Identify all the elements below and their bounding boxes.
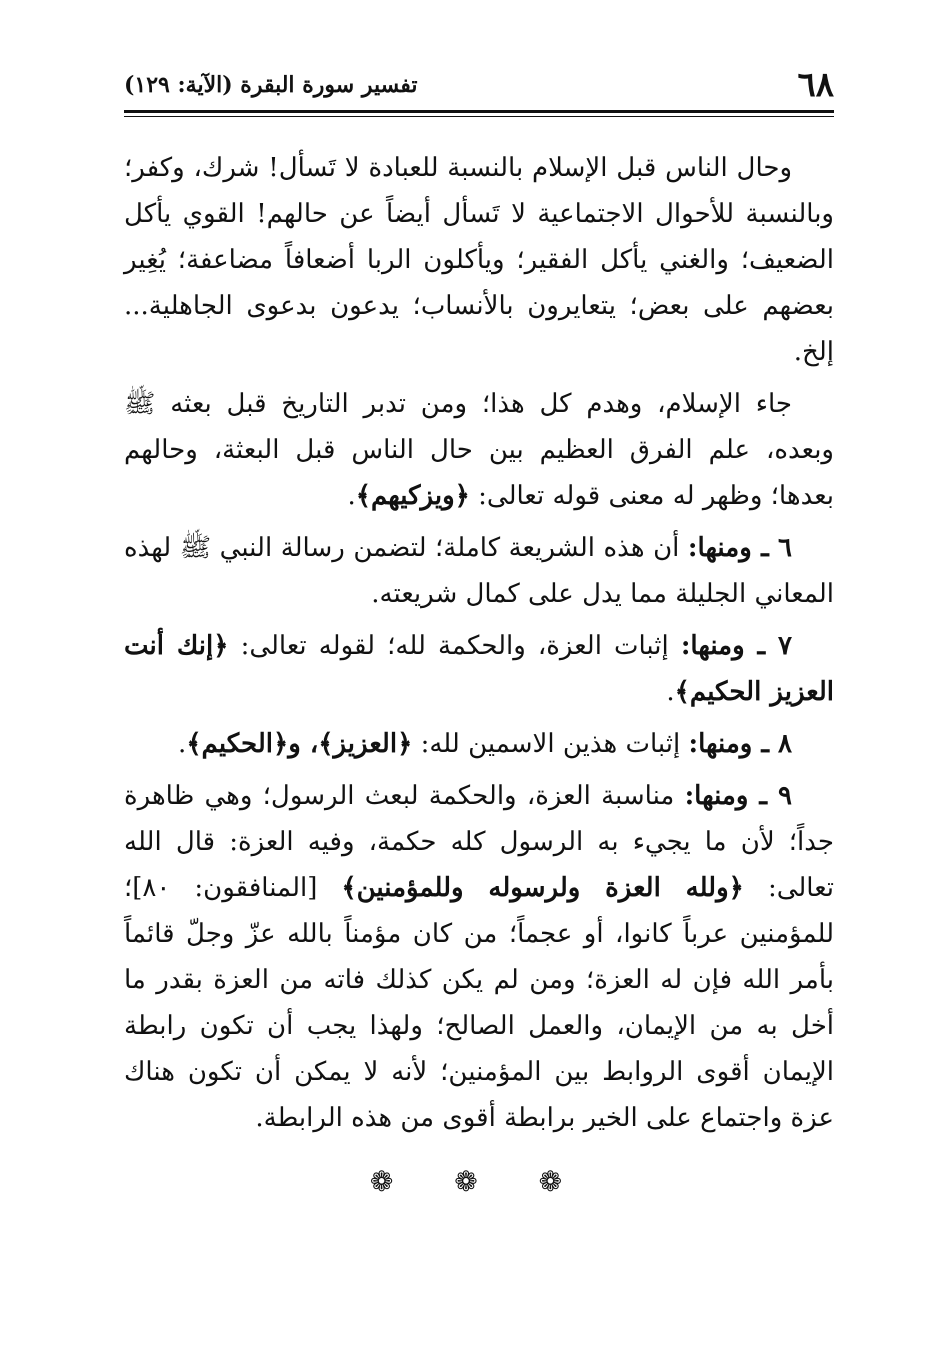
- paragraph-tail: .: [666, 677, 675, 707]
- paragraph-tail: .: [178, 729, 187, 759]
- paragraph: [124, 721, 834, 767]
- point-lead: ٨ ـ ومنها:: [688, 729, 792, 759]
- point-lead: ٦ ـ ومنها:: [687, 533, 792, 563]
- paragraph-text: جاء الإسلام، وهدم كل هذا؛ ومن تدبر التاريخ قبل بعثه ﷺ وبعده، علم الفرق العظيم بين حال الناس قبل البعثة، وحالهم بعدها؛ وظهر له معنى قوله تعالى:: [124, 389, 834, 511]
- running-title: تفسير سورة البقرة (الآية: ١٢٩): [124, 72, 418, 98]
- header-rule-thin: [124, 116, 834, 117]
- page-number: ٦٨: [797, 65, 834, 105]
- paragraph-text: أن هذه الشريعة كاملة؛ لتضمن رسالة النبي ﷺ لهذه المعاني الجليلة مما يدل على كمال شريعته.: [124, 533, 834, 609]
- paragraph: [124, 623, 834, 715]
- paragraph-tail: [المنافقون: ٨٠]؛ للمؤمنين عرباً كانوا، أو عجماً؛ من كان مؤمناً بالله عزّ وجلّ قائماً بأمر الله فإن له العزة؛ ومن لم يكن كذلك فاته من العزة بقدر ما أخل به من الإيمان، والعمل الصالح؛ ولهذا يجب أن تكون رابطة الإيمان أقوى الروابط بين المؤمنين؛ لأنه لا يمكن أن تكون هناك عزة واجتماع على الخير برابطة أقوى من هذه الرابطة.: [124, 873, 834, 1133]
- paragraph: [124, 381, 834, 519]
- paragraph: [124, 773, 834, 1141]
- header-rule-thick: [124, 110, 834, 113]
- paragraph-text: إثبات هذين الاسمين لله:: [412, 729, 689, 759]
- paragraph: [124, 145, 834, 375]
- section-separator: [124, 1159, 834, 1205]
- paragraph: [124, 525, 834, 617]
- quran-quote: ﴿ويزكيهم﴾: [355, 481, 470, 511]
- quran-quote: ﴿ولله العزة ولرسوله وللمؤمنين﴾: [341, 873, 744, 903]
- paragraph-tail: .: [347, 481, 356, 511]
- quran-quote: ﴿إنك أنت العزيز الحكيم﴾: [124, 631, 834, 707]
- paragraph-text: وحال الناس قبل الإسلام بالنسبة للعبادة لا تَسأل! شرك، وكفر؛ وبالنسبة للأحوال الاجتماعية لا تَسأل أيضاً عن حالهم! القوي يأكل الضعيف؛ والغني يأكل الفقير؛ ويأكلون الربا أضعافاً مضاعفة؛ يُغِير بعضهم على بعض؛ يتعايرون بالأنساب؛ يدعون بدعوى الجاهلية... إلخ.: [124, 153, 834, 367]
- body-text: [124, 145, 834, 1205]
- paragraph-text: إثبات العزة، والحكمة لله؛ لقوله تعالى:: [228, 631, 681, 661]
- flower-ornament-icon: ❁: [538, 1165, 589, 1198]
- paragraph-text: مناسبة العزة، والحكمة لبعث الرسول؛ وهي ظاهرة جداً؛ لأن ما يجيء به الرسول كله حكمة، وفيه العزة: قال الله تعالى:: [124, 781, 835, 903]
- point-lead: ٩ ـ ومنها:: [684, 781, 792, 811]
- page-header: [124, 60, 834, 110]
- flower-ornament-icon: ❁: [369, 1165, 420, 1198]
- flower-ornament-icon: ❁: [454, 1165, 504, 1198]
- quran-quote: ﴿العزيز﴾، و﴿الحكيم﴾: [186, 729, 413, 759]
- point-lead: ٧ ـ ومنها:: [680, 631, 792, 661]
